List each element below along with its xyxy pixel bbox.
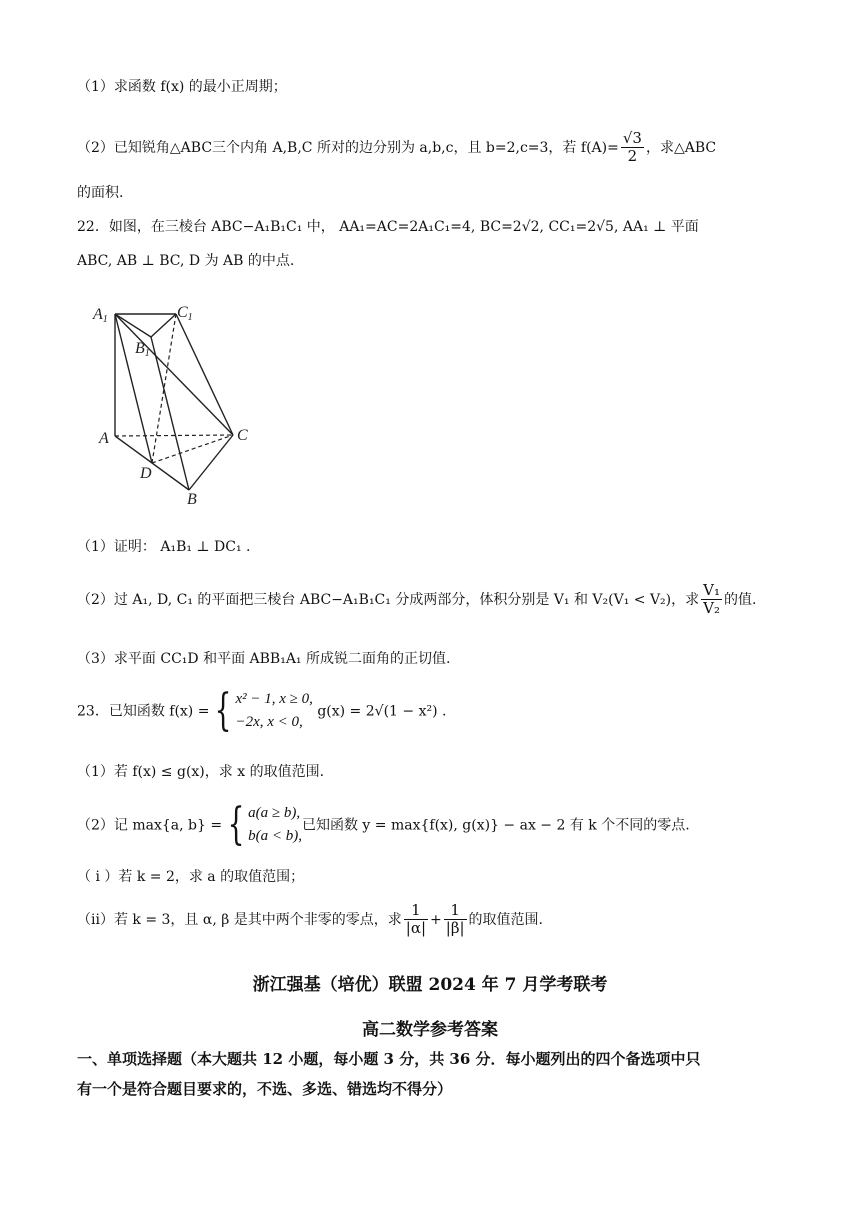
label-A: A <box>99 430 109 447</box>
q21-part1: （1）求函数 f(x) 的最小正周期； <box>77 79 287 95</box>
q23-part2-text-b: 已知函数 y = max{f(x), g(x)} − ax − 2 有 k 个不同的零点. <box>301 817 690 834</box>
section-heading-line1: 一、单项选择题（本大题共 12 小题，每小题 3 分，共 36 分．每小题列出的四个备选项中只 <box>77 1050 701 1068</box>
q23-max-case1: a(a ≥ b), <box>248 805 301 821</box>
q23-stem <box>77 685 447 737</box>
q23-part2-ii-text-b: 的取值范围. <box>468 911 543 928</box>
q21-part2-text-b: ，求△ABC <box>645 139 717 156</box>
label-B: B <box>187 491 197 508</box>
q23-part2 <box>77 799 690 851</box>
label-D: D <box>140 465 152 482</box>
q23-max-brace: { <box>227 799 245 851</box>
q23-piecewise <box>235 688 312 735</box>
q23-intro: 23．已知函数 f(x) = <box>77 703 210 720</box>
q23-case1: x² − 1, x ≥ 0, <box>235 691 313 707</box>
q22-part1: （1）证明： A₁B₁ ⊥ DC₁ . <box>77 539 251 555</box>
label-A1: A1 <box>93 306 108 325</box>
q23-frac-beta <box>444 902 467 938</box>
q22-volume-ratio <box>701 582 722 618</box>
q22-stem-line1: 22．如图，在三棱台 ABC−A₁B₁C₁ 中， AA₁=AC=2A₁C₁=4, BC=2√2, CC₁=2√5, AA₁ ⊥ 平面 <box>77 219 699 235</box>
q21-part2-text-a: （2）已知锐角△ABC三个内角 A,B,C 所对的边分别为 a,b,c，且 b=2,c=3，若 f(A)= <box>77 139 619 156</box>
q23-case2: −2x, x < 0, <box>235 714 303 731</box>
q21-part2 <box>77 130 716 166</box>
q23-frac-alpha-num: 1 <box>404 902 428 920</box>
label-B1: B1 <box>135 340 150 359</box>
q23-brace: { <box>215 685 232 737</box>
q23-max-cases <box>248 802 302 849</box>
q21-part2-tail: 的面积. <box>77 185 124 201</box>
q23-part2-ii <box>77 902 543 938</box>
q23-part2-text-a: （2）记 max{a, b} = <box>77 817 223 834</box>
q21-fraction-den: 2 <box>627 147 638 166</box>
frustum-figure <box>85 292 265 512</box>
q23-frac-alpha-den: |α| <box>405 919 427 938</box>
label-C: C <box>237 427 248 444</box>
q23-g: g(x) = 2√(1 − x²) . <box>317 703 447 720</box>
q23-part1: （1）若 f(x) ≤ g(x)，求 x 的取值范围. <box>77 764 325 780</box>
q22-part3: （3）求平面 CC₁D 和平面 ABB₁A₁ 所成锐二面角的正切值. <box>77 651 451 667</box>
q22-part2-text-b: 的值. <box>723 591 757 608</box>
answer-subtitle: 高二数学参考答案 <box>362 1020 498 1040</box>
q23-frac-beta-den: |β| <box>445 919 465 938</box>
section-heading-line2: 有一个是符合题目要求的，不选、多选、错选均不得分） <box>77 1080 453 1098</box>
q23-part2-i: （ i ）若 k = 2，求 a 的取值范围； <box>77 869 305 885</box>
q22-part2-text-a: （2）过 A₁, D, C₁ 的平面把三棱台 ABC−A₁B₁C₁ 分成两部分，体积分别是 V₁ 和 V₂(V₁ < V₂)，求 <box>77 591 700 608</box>
q23-max-case2: b(a < b), <box>248 828 302 845</box>
q23-plus: + <box>430 911 442 928</box>
answer-title: 浙江强基（培优）联盟 2024 年 7 月学考联考 <box>252 975 608 995</box>
label-C1: C1 <box>177 304 193 323</box>
q23-frac-alpha <box>404 902 428 938</box>
q22-ratio-num: V₁ <box>703 581 720 599</box>
q21-fraction-num: √3 <box>622 129 642 147</box>
q23-frac-beta-num: 1 <box>444 902 467 920</box>
q23-part2-ii-text-a: （ii）若 k = 3，且 α, β 是其中两个非零的零点，求 <box>77 911 402 928</box>
q22-ratio-den: V₂ <box>703 599 720 618</box>
q22-stem-line2: ABC, AB ⊥ BC, D 为 AB 的中点. <box>77 253 295 269</box>
q22-part2 <box>77 582 756 618</box>
q21-fraction <box>621 130 644 166</box>
